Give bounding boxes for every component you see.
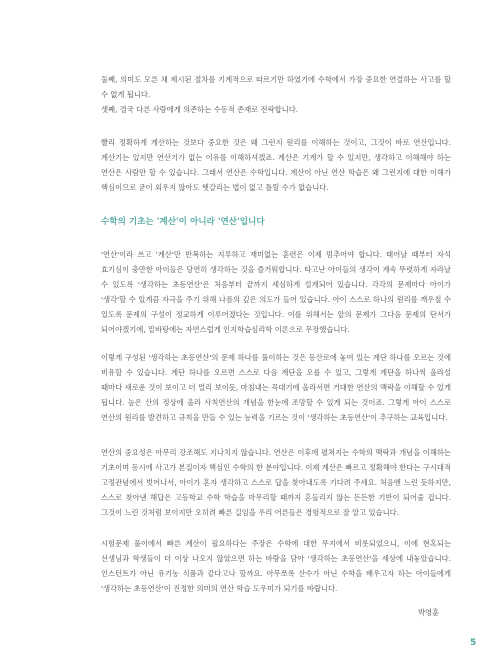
paragraph-second-point: 둘째, 의미도 모른 채 제시된 절차를 기계적으로 따르기만 하였기에 수학에서 가장 중요한 연결하는 사고를 할 수 없게 됩니다. (101, 75, 451, 99)
paragraph-stair-analogy: 이렇게 구성된 '생각하는 초등연산'의 문제 하나를 풀이하는 것은 등산로에 놓여 있는 계단 하나를 오르는 것에 비유할 수 있습니다. 계단 하나를 오르면 스스로 다음 계단을 오를 수 있고, 그렇게 계단을 하나씩 올라설 때마다 새로운 것이 보이고 더 멀리 보이듯, 마침내는 꼭대기에 올라서면 거대한 연산의 맥락을 이해할 수 있게 됩니다. 높은 산의 정상에 올라 사칙연산의 개념을 한눈에 조망할 수 있게 되는 것이죠. 그렇게 아이 스스로 연산의 원리를 발견하고 규칙을 만들 수 있는 능력을 기르는 것이 '생각하는 초등연산'이 추구하는 교육입니다. (101, 353, 451, 422)
section-heading: 수학의 기초는 '계산'이 아니라 '연산'입니다 (101, 217, 265, 227)
paragraph-closing: 시험문제 풀이에서 빠른 계산이 필요하다는 주장은 수학에 대한 무지에서 비롯되었으니, 이에 현혹되는 선생님과 학생들이 더 이상 나오지 않았으면 하는 바람을 담아 '생각하는 초등연산'을 세상에 내놓았습니다. 인스턴트가 아닌 유기농 식품과 같다고나 할까요. 아무쪼록 산수가 아닌 수학을 배우고자 하는 아이들에게 '생각하는 초등연산'이 진정한 의미의 연산 학습 도우미가 되기를 바랍니다. (101, 539, 451, 593)
paragraph-importance-of-operation: 연산의 중요성은 아무리 강조해도 지나치지 않습니다. 연산은 이후에 펼쳐지는 수학의 맥락과 개념을 이해하는 기초이며 동시에 사고가 본질이자 핵심인 수학의 한 분야입니다. 이제 계산은 빠르고 정확해야 한다는 구시대적 고정관념에서 벗어나서, 아이가 혼자 생각하고 스스로 답을 찾아내도록 기다려 주세요. 처음엔 느린 듯하지만, 스스로 찾아낸 해답은 고등학교 수학 학습을 마무리할 때까지 흔들리지 않는 든든한 기반이 되어줄 겁니다. 그것이 느린 것처럼 보이지만 오히려 빠른 길임을 우리 어른들은 경험적으로 잘 알고 있습니다. (101, 448, 451, 517)
author-signature: 박영훈 (418, 608, 440, 617)
paragraph-third-point: 셋째, 결국 다른 사람에게 의존하는 수동적 존재로 전락합니다. (101, 105, 299, 114)
paragraph-thinking-arithmetic: '연산'이라 쓰고 '계산'만 반복하는 지루하고 재미없는 훈련은 이제 멈추어야 합니다. 태어날 때부터 자석 효기심이 충만한 아이들은 당연히 생각하는 것을 즐거워합니다. 타고난 아이들의 생각이 계속 뚜렷하게 자라날 수 있도록 '생각하는 초등연산'은 처음부터 끝까지 세심하게 설계되어 있습니다. 각각의 문제마다 아이가 '생각'할 수 있게끔 자극을 주기 위해 나름의 깊은 의도가 들어 있습니다. 아이 스스로 하나의 원리를 깨우칠 수 있도록 문제의 구성이 정교하게 이루어졌다는 것입니다. 이를 위해서는 앞의 문제가 그다음 문제의 단서가 되어야겠기에, 밑바탕에는 자연스럽게 인지학습심리학 이론으로 무장했습니다. (101, 250, 451, 334)
page-number: 5 (470, 638, 477, 648)
paragraph-calculation-vs-operation: 빨리 정확하게 계산하는 것보다 중요한 것은 왜 그런지 원리를 이해하는 것이고, 그것이 바로 연산입니다. 계산기는 있지만 연산기가 없는 이유를 이해하셔겠죠. 계산은 기계가 할 수 있지만, 생각하고 이해해야 하는 연산은 사람만 할 수 있습니다. 그래서 연산은 수학입니다. 계산이 아닌 연산 학습은 왜 그런지에 대한 이해가 핵심이므로 굳이 외우지 않아도 헷갈리는 법이 없고 틀릴 수가 없습니다. (101, 138, 451, 192)
